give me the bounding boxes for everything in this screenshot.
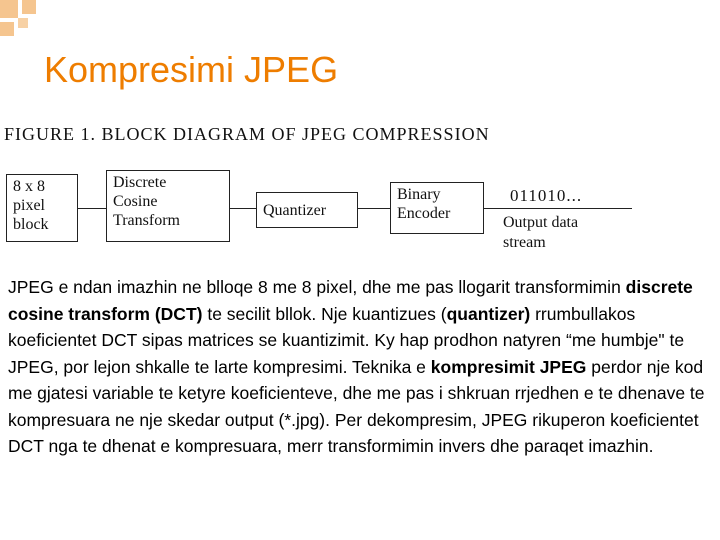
body-text-run: JPEG e ndan imazhin ne blloqe 8 me 8 pixel, dhe me pas llogarit transformimin [8, 277, 626, 297]
block-line: Cosine [113, 193, 158, 210]
figure-caption: FIGURE 1. BLOCK DIAGRAM OF JPEG COMPRESSION [4, 124, 490, 144]
connector-line [484, 208, 632, 209]
block-line: pixel [13, 197, 45, 214]
corner-decoration-square [0, 22, 14, 36]
output-label-line: stream [503, 234, 546, 251]
connector-line [230, 208, 256, 209]
body-paragraph [8, 274, 716, 460]
output-label-line: Output data [503, 214, 579, 231]
block-line: Quantizer [263, 202, 327, 219]
slide-title: Kompresimi JPEG [44, 49, 339, 90]
block-line: Binary [397, 186, 441, 203]
body-text-run: rrumbullakos koeficientet DCT sipas matrices se kuantizimit. Ky hap prodhon natyren “me humbje" te JPEG, por lejon shkalle te larte kompresimi. Teknika e [8, 303, 685, 377]
connector-line [78, 208, 106, 209]
body-text-run: te secilit bllok. Nje kuantizues ( [202, 303, 447, 324]
block-line: block [13, 216, 49, 233]
diagram-block-quantizer [256, 192, 358, 228]
block-line: Encoder [397, 205, 451, 222]
output-label [503, 213, 578, 253]
diagram-block-binary-encoder [390, 182, 484, 234]
diagram-block-dct [106, 170, 230, 242]
connector-line [358, 208, 390, 209]
body-text-bold-run: quantizer) [446, 303, 531, 324]
block-line: 8 x 8 [13, 178, 45, 195]
body-text-run: perdor nje kod me gjatesi variable te ketyre koeficienteve, dhe me pas i shkruan rrjedhen e te dhenave te kompresuara ne nje skedar output (*.jpg). Per dekompresim, JPEG rikuperon koeficientet DCT nga te dhenat e kompresuara, merr transformimin invers dhe paraqet imazhin. [8, 356, 705, 456]
corner-decoration-square [0, 0, 18, 18]
block-line: Discrete [113, 174, 167, 191]
output-code: 011010... [510, 186, 583, 205]
body-text-bold-run: discrete cosine transform (DCT) [8, 277, 693, 324]
corner-decoration-square [22, 0, 36, 14]
body-text-bold-run: kompresimit JPEG [430, 356, 587, 377]
block-line: Transform [113, 212, 180, 229]
diagram-block-pixel-block [6, 174, 78, 242]
corner-decoration-square [18, 18, 28, 28]
